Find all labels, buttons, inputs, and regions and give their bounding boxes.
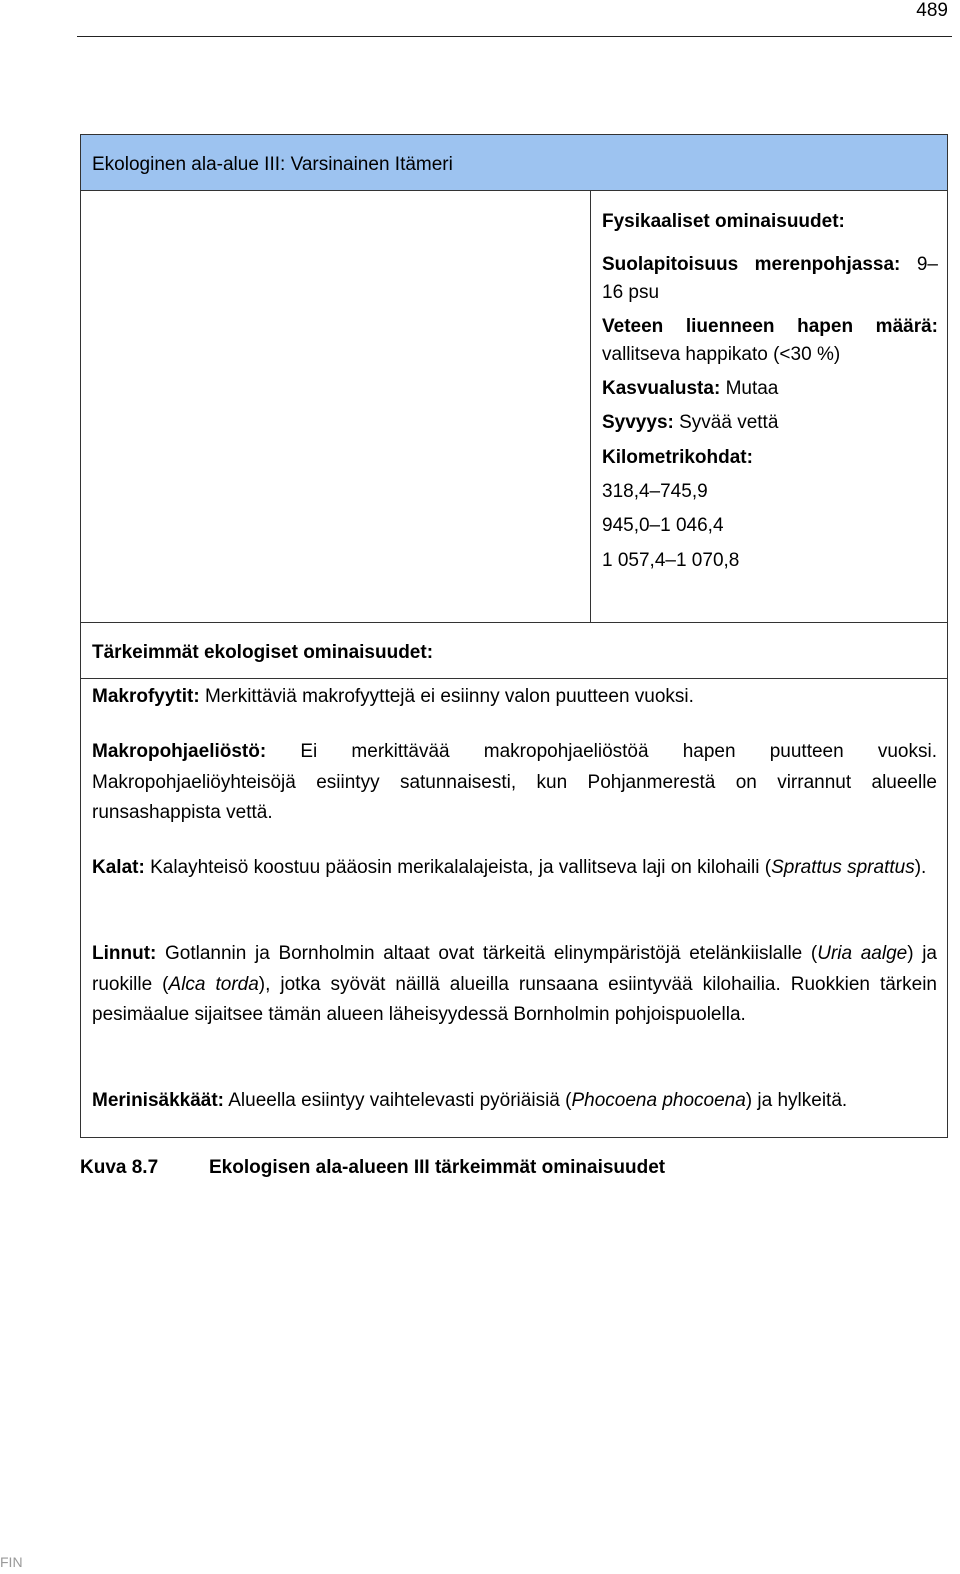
mammals-text-2: ) ja hylkeitä.	[745, 1090, 848, 1111]
km-range: 945,0–1 046,4	[602, 515, 724, 536]
fish-species: Sprattus sprattus	[771, 857, 915, 878]
birds-species-2: Alca torda	[168, 973, 259, 995]
header-rule	[77, 36, 952, 37]
depth-line	[602, 409, 938, 437]
macrophytes-paragraph	[92, 682, 937, 713]
page-number: 489	[916, 0, 948, 21]
km-label: Kilometrikohdat:	[602, 447, 753, 468]
language-tag: FIN	[0, 1554, 23, 1570]
box-title: Ekologinen ala-alue III: Varsinainen Itämeri	[92, 154, 453, 175]
birds-paragraph	[92, 939, 937, 1031]
salinity-line	[602, 251, 938, 279]
fish-paragraph	[92, 853, 937, 884]
oxygen-value: vallitseva happikato (<30 %)	[602, 344, 841, 365]
substrate-value: Mutaa	[725, 378, 779, 399]
physical-properties-panel	[590, 191, 947, 623]
mammals-paragraph	[92, 1086, 937, 1117]
salinity-value-2: 16 psu	[602, 282, 660, 303]
birds-text-3: ), jotka syövät näillä alueilla runsaana esiintyvää kilohailia. Ruokkien tärkein pesimäalue sijaitsee tämän alueen läheisyydessä Bornholmin pohjoispuolella.	[92, 973, 937, 1025]
birds-text-2: ) ja ruokille (	[92, 943, 937, 995]
birds-species-1: Uria aalge	[817, 943, 908, 964]
salinity-label: Suolapitoisuus merenpohjassa:	[602, 254, 901, 275]
benthos-label: Makropohjaeliöstö:	[92, 741, 267, 762]
fish-text-1: Kalayhteisö koostuu pääosin merikalalajeista, ja vallitseva laji on kilohaili (	[150, 857, 772, 878]
birds-text-1: Gotlannin ja Bornholmin altaat ovat tärkeitä elinympäristöjä etelänkiislalle (	[165, 943, 818, 964]
fish-text-2: ).	[914, 857, 927, 878]
figure-number: Kuva 8.7	[80, 1157, 159, 1178]
substrate-label: Kasvualusta:	[602, 378, 721, 399]
box-header	[81, 135, 947, 191]
divider	[81, 622, 947, 623]
physical-title: Fysikaaliset ominaisuudet:	[602, 211, 845, 232]
fish-label: Kalat:	[92, 857, 145, 878]
macrophytes-text: Merkittäviä makrofyyttejä ei esiinny valon puutteen vuoksi.	[204, 686, 694, 707]
depth-label: Syvyys:	[602, 412, 674, 433]
birds-label: Linnut:	[92, 943, 157, 964]
divider	[81, 678, 947, 679]
figure-caption: Ekologisen ala-alueen III tärkeimmät ominaisuudet	[209, 1157, 666, 1178]
km-range: 1 057,4–1 070,8	[602, 550, 740, 571]
map-area	[81, 191, 590, 623]
info-box	[80, 134, 948, 1138]
benthos-paragraph	[92, 737, 937, 829]
salinity-value-1: 9–	[916, 254, 938, 275]
benthos-text: Ei merkittävää makropohjaeliöstöä hapen puutteen vuoksi. Makropohjaeliöyhteisöjä esiintyy satunnaisesti, kun Pohjanmerestä on virrannut alueelle runsashappista vettä.	[92, 741, 937, 823]
mammals-label: Merinisäkkäät:	[92, 1090, 225, 1111]
depth-value: Syvää vettä	[679, 412, 779, 433]
macrophytes-label: Makrofyytit:	[92, 686, 200, 707]
km-range: 318,4–745,9	[602, 481, 708, 502]
mammals-species: Phocoena phocoena	[571, 1090, 746, 1111]
ecological-title: Tärkeimmät ekologiset ominaisuudet:	[92, 642, 434, 663]
oxygen-label: Veteen liuenneen hapen määrä:	[602, 316, 938, 337]
mammals-text-1: Alueella esiintyy vaihtelevasti pyöriäisiä (	[228, 1090, 572, 1111]
substrate-line	[602, 375, 938, 403]
